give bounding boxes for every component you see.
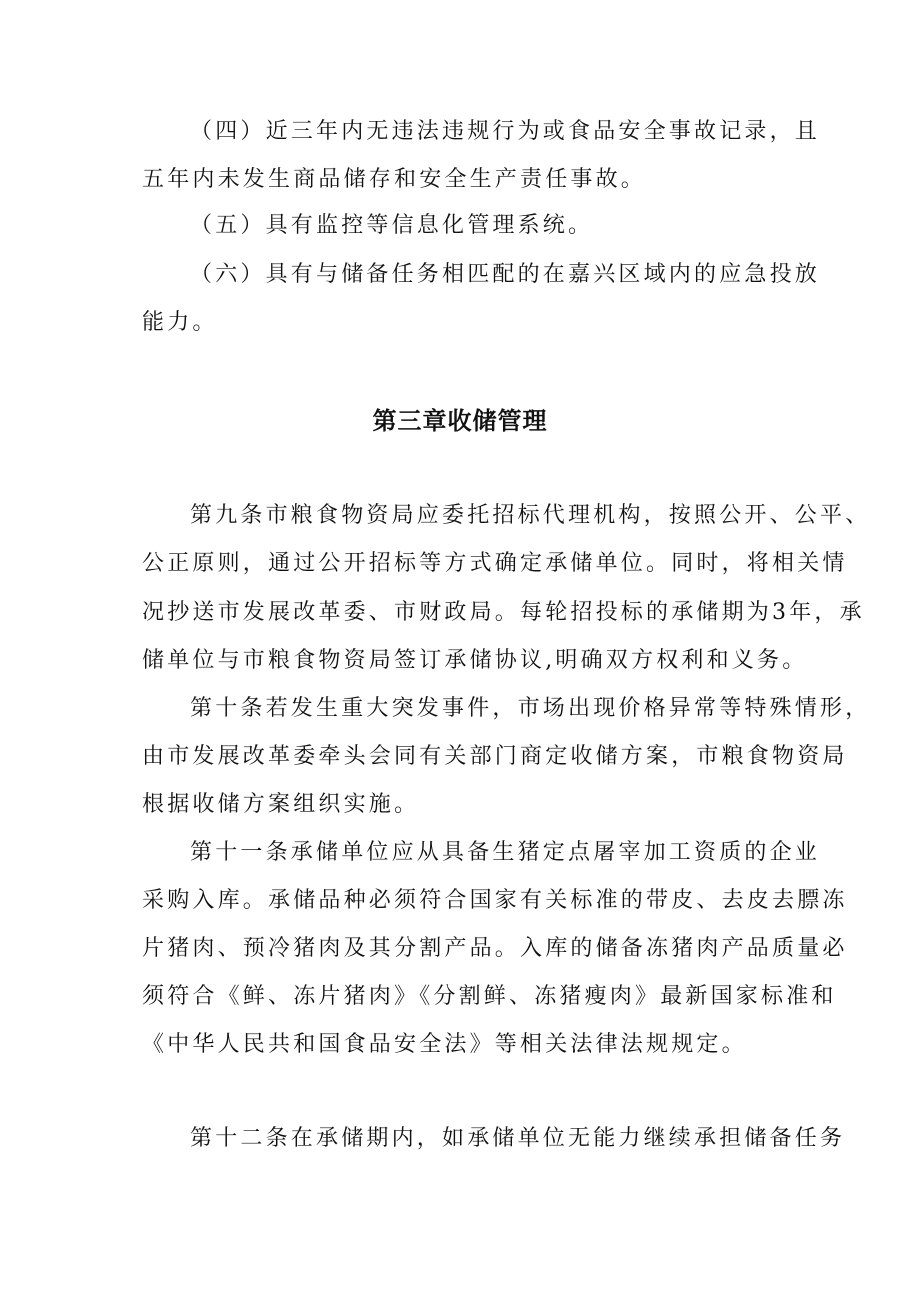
paragraph-line: 五年内未发生商品储存和安全生产责任事故。 (142, 167, 647, 192)
paragraph-line: 第十一条承储单位应从具备生猪定点屠宰加工资质的企业 (190, 840, 821, 865)
paragraph-line: 公正原则，通过公开招标等方式确定承储单位。同时，将相关情 (142, 551, 848, 576)
paragraph-line: 况抄送市发展改革委、市财政局。每轮招投标的承储期为3年，承 (142, 600, 865, 625)
paragraph-line: （四）近三年内无违法违规行为或食品安全事故记录，且 (190, 119, 821, 144)
paragraph-line: 第十二条在承储期内，如承储单位无能力继续承担储备任务 (190, 1126, 846, 1151)
paragraph-line: 储单位与市粮食物资局签订承储协议,明确双方权利和义务。 (142, 648, 808, 673)
paragraph-line: 片猪肉、预冷猪肉及其分割产品。入库的储备冻猪肉产品质量必 (142, 936, 848, 961)
paragraph-line: 须符合《鲜、冻片猪肉》《分割鲜、冻猪瘦肉》最新国家标准和 (142, 984, 837, 1009)
paragraph-line: （六）具有与储备任务相匹配的在嘉兴区域内的应急投放 (190, 262, 821, 287)
paragraph-line: 根据收储方案组织实施。 (142, 792, 420, 817)
paragraph-line: 《中华人民共和国食品安全法》等相关法律法规规定。 (142, 1032, 747, 1057)
chapter-title: 第三章收储管理 (372, 407, 548, 435)
paragraph-line: 第九条市粮食物资局应委托招标代理机构，按照公开、公平、 (190, 503, 871, 528)
paragraph-line: 采购入库。承储品种必须符合国家有关标准的带皮、去皮去膘冻 (142, 888, 848, 913)
paragraph-line: 第十条若发生重大突发事件，市场出现价格异常等特殊情形， (190, 696, 871, 721)
paragraph-line: 由市发展改革委牵头会同有关部门商定收储方案，市粮食物资局 (142, 744, 848, 769)
paragraph-line: （五）具有监控等信息化管理系统。 (190, 213, 594, 238)
paragraph-line: 能力。 (142, 310, 218, 335)
